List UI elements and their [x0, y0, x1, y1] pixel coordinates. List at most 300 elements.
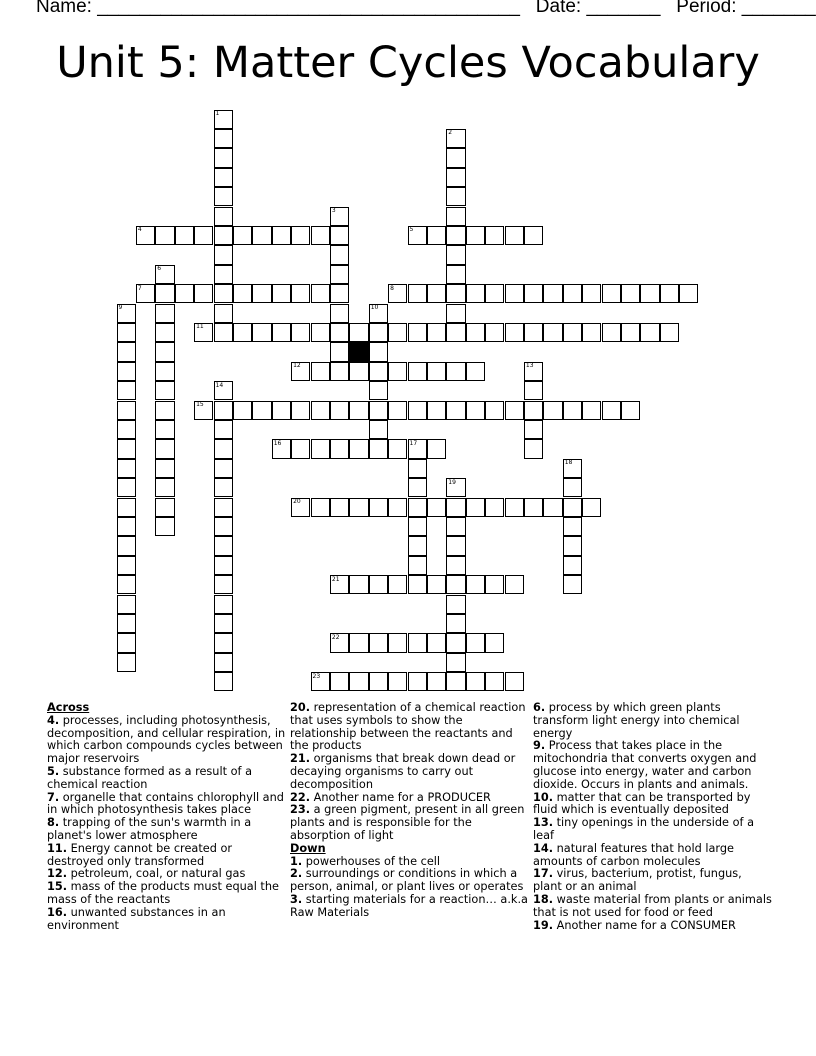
grid-cell[interactable]: [155, 323, 174, 342]
grid-cell[interactable]: [369, 362, 388, 381]
clue-number: 19: [448, 478, 456, 486]
grid-cell[interactable]: [388, 672, 407, 691]
grid-cell[interactable]: [427, 284, 446, 303]
grid-cell[interactable]: [505, 284, 524, 303]
grid-cell[interactable]: [214, 168, 233, 187]
grid-cell[interactable]: [466, 672, 485, 691]
clue-number: 1: [215, 110, 220, 117]
grid-cell[interactable]: [330, 672, 349, 691]
clue-number-label: 8.: [47, 816, 60, 830]
grid-cell[interactable]: [175, 226, 194, 245]
grid-cell[interactable]: [388, 575, 407, 594]
grid-cell[interactable]: [155, 478, 174, 497]
grid-cell[interactable]: [446, 633, 465, 652]
grid-cell[interactable]: [155, 498, 174, 517]
grid-cell[interactable]: [155, 381, 174, 400]
grid-cell[interactable]: [524, 439, 543, 458]
grid-cell[interactable]: [466, 575, 485, 594]
clue-number: 3: [331, 207, 336, 214]
clue-across: [290, 702, 530, 753]
grid-cell[interactable]: [214, 148, 233, 167]
grid-cell[interactable]: [505, 498, 524, 517]
date-label: Date:: [535, 0, 582, 17]
grid-cell[interactable]: [117, 459, 136, 478]
clues-column-1: [47, 702, 287, 932]
grid-cell[interactable]: [194, 284, 213, 303]
grid-cell[interactable]: [311, 498, 330, 517]
grid-cell[interactable]: [252, 226, 271, 245]
grid-cell[interactable]: [349, 575, 368, 594]
clue-number: 16: [273, 439, 282, 447]
clue-number: 7: [137, 284, 142, 292]
clue-number: 18: [564, 459, 573, 467]
grid-cell[interactable]: [155, 362, 174, 381]
grid-cell[interactable]: [330, 304, 349, 323]
grid-cell[interactable]: [214, 614, 233, 633]
grid-cell[interactable]: [524, 381, 543, 400]
grid-cell[interactable]: [214, 265, 233, 284]
grid-cell[interactable]: [408, 633, 427, 652]
grid-cell[interactable]: [117, 323, 136, 342]
clue-number-label: 6.: [533, 701, 546, 714]
grid-cell[interactable]: [214, 459, 233, 478]
grid-cell[interactable]: [330, 245, 349, 264]
grid-cell[interactable]: [388, 498, 407, 517]
clue-down: [533, 792, 773, 818]
grid-cell[interactable]: [349, 672, 368, 691]
grid-cell[interactable]: [214, 633, 233, 652]
grid-cell[interactable]: [214, 226, 233, 245]
grid-cell[interactable]: [117, 498, 136, 517]
clue-across: [47, 907, 287, 933]
grid-cell[interactable]: [117, 517, 136, 536]
clue-number: 10: [370, 304, 379, 311]
clue-text: Energy cannot be created or destroyed only transformed: [47, 841, 233, 868]
clues-column-2: [290, 702, 530, 920]
grid-cell[interactable]: [233, 226, 252, 245]
grid-cell[interactable]: [330, 362, 349, 381]
clue-number-label: 2.: [290, 867, 303, 881]
grid-cell[interactable]: [214, 401, 233, 420]
grid-cell[interactable]: [349, 439, 368, 458]
clue-number-label: 23.: [290, 803, 311, 817]
grid-cell[interactable]: [446, 362, 465, 381]
clue-text: a green pigment, present in all green plants and is responsible for the absorption of light: [290, 803, 525, 842]
grid-cell[interactable]: [233, 323, 252, 342]
grid-cell[interactable]: [349, 401, 368, 420]
grid-cell[interactable]: [408, 362, 427, 381]
grid-cell[interactable]: [214, 536, 233, 555]
grid-cell[interactable]: [446, 265, 465, 284]
grid-cell[interactable]: [446, 517, 465, 536]
grid-cell[interactable]: [214, 556, 233, 575]
grid-cell[interactable]: [272, 323, 291, 342]
clue-text: representation of a chemical reaction that uses symbols to show the relationship between the reactants and the products: [290, 701, 526, 753]
grid-cell[interactable]: [466, 284, 485, 303]
clue-text: organisms that break down dead or decaying organisms to carry out decomposition: [290, 752, 516, 791]
grid-cell[interactable]: [330, 342, 349, 361]
clue-down: [533, 740, 773, 791]
grid-cell[interactable]: [563, 323, 582, 342]
grid-cell[interactable]: [117, 381, 136, 400]
grid-cell[interactable]: [291, 284, 310, 303]
grid-cell[interactable]: [214, 575, 233, 594]
grid-cell[interactable]: [427, 362, 446, 381]
grid-cell[interactable]: [582, 323, 601, 342]
grid-cell[interactable]: [330, 265, 349, 284]
grid-cell[interactable]: [621, 323, 640, 342]
grid-cell[interactable]: [388, 401, 407, 420]
clue-text: unwanted substances in an environment: [47, 905, 226, 932]
grid-cell[interactable]: [602, 284, 621, 303]
grid-cell[interactable]: [582, 284, 601, 303]
grid-cell[interactable]: [117, 595, 136, 614]
period-label: Period:: [676, 0, 737, 17]
grid-cell[interactable]: [252, 401, 271, 420]
grid-cell[interactable]: [446, 284, 465, 303]
grid-cell[interactable]: [214, 672, 233, 691]
grid-cell[interactable]: [155, 517, 174, 536]
grid-cell[interactable]: [563, 478, 582, 497]
grid-cell[interactable]: [524, 401, 543, 420]
grid-cell[interactable]: [408, 459, 427, 478]
clue-text: processes, including photosynthesis, decomposition, and cellular respiration, in which carbon compounds cycles between major reservoirs: [47, 713, 286, 766]
grid-cell[interactable]: [505, 323, 524, 342]
grid-cell[interactable]: [214, 245, 233, 264]
grid-cell[interactable]: [117, 439, 136, 458]
grid-cell[interactable]: [582, 498, 601, 517]
grid-cell[interactable]: [543, 284, 562, 303]
grid-cell[interactable]: [117, 362, 136, 381]
clue-number-label: 20.: [290, 701, 311, 714]
clue-text: starting materials for a reaction… a.k.a Raw Materials: [290, 892, 528, 919]
grid-cell[interactable]: [155, 304, 174, 323]
grid-cell[interactable]: [408, 498, 427, 517]
grid-cell[interactable]: [155, 420, 174, 439]
grid-cell[interactable]: [485, 401, 504, 420]
grid-cell[interactable]: [621, 284, 640, 303]
clue-across: [47, 881, 287, 907]
grid-cell[interactable]: [563, 536, 582, 555]
clue-across: [47, 766, 287, 792]
grid-cell[interactable]: [543, 323, 562, 342]
clue-number: 8: [390, 284, 394, 292]
clue-number-label: 11.: [47, 841, 68, 855]
clue-number-label: 21.: [290, 752, 311, 766]
grid-cell[interactable]: [214, 323, 233, 342]
grid-cell[interactable]: [369, 401, 388, 420]
clue-down: [533, 920, 773, 933]
grid-cell[interactable]: [485, 672, 504, 691]
grid-cell[interactable]: [446, 653, 465, 672]
clue-number-label: 7.: [47, 790, 60, 804]
grid-cell[interactable]: [466, 362, 485, 381]
grid-cell[interactable]: [427, 323, 446, 342]
grid-cell[interactable]: [311, 284, 330, 303]
clue-number-label: 3.: [290, 892, 303, 906]
grid-cell[interactable]: [194, 226, 213, 245]
grid-cell[interactable]: [291, 323, 310, 342]
grid-cell[interactable]: [117, 342, 136, 361]
grid-cell[interactable]: [349, 498, 368, 517]
grid-cell[interactable]: [349, 323, 368, 342]
grid-cell[interactable]: [117, 420, 136, 439]
clue-number-label: 19.: [533, 918, 554, 932]
grid-cell[interactable]: [117, 478, 136, 497]
grid-cell[interactable]: [117, 536, 136, 555]
grid-cell[interactable]: [485, 633, 504, 652]
name-label: Name:: [36, 0, 92, 17]
clue-number-label: 9.: [533, 739, 546, 753]
clue-text: matter that can be transported by fluid which is eventually deposited: [533, 790, 751, 817]
grid-cell[interactable]: [446, 575, 465, 594]
clue-number-label: 16.: [47, 905, 68, 919]
grid-cell[interactable]: [408, 284, 427, 303]
grid-cell[interactable]: [427, 226, 446, 245]
grid-cell[interactable]: [446, 168, 465, 187]
grid-cell[interactable]: [233, 284, 252, 303]
grid-cell[interactable]: [408, 575, 427, 594]
grid-cell[interactable]: [446, 207, 465, 226]
grid-cell[interactable]: [582, 401, 601, 420]
grid-cell[interactable]: [272, 226, 291, 245]
grid-cell[interactable]: [330, 323, 349, 342]
grid-cell[interactable]: [563, 517, 582, 536]
grid-cell[interactable]: [446, 245, 465, 264]
grid-cell[interactable]: [233, 401, 252, 420]
grid-cell[interactable]: [291, 439, 310, 458]
grid-cell[interactable]: [427, 633, 446, 652]
grid-cell[interactable]: [349, 633, 368, 652]
grid-cell[interactable]: [679, 284, 698, 303]
grid-cell[interactable]: [330, 439, 349, 458]
grid-cell[interactable]: [466, 226, 485, 245]
grid-cell[interactable]: [388, 439, 407, 458]
grid-cell[interactable]: [505, 672, 524, 691]
grid-cell[interactable]: [272, 284, 291, 303]
grid-cell[interactable]: [602, 323, 621, 342]
clue-number: 21: [331, 575, 340, 583]
grid-cell[interactable]: [117, 653, 136, 672]
grid-cell[interactable]: [446, 304, 465, 323]
period-blank[interactable]: _______: [741, 0, 816, 17]
grid-cell[interactable]: [330, 401, 349, 420]
grid-cell[interactable]: [563, 401, 582, 420]
grid-cell[interactable]: [311, 439, 330, 458]
clue-down: [533, 868, 773, 894]
grid-cell[interactable]: [369, 672, 388, 691]
grid-cell[interactable]: [252, 323, 271, 342]
clue-number-label: 5.: [47, 764, 60, 778]
grid-cell[interactable]: [408, 556, 427, 575]
grid-cell[interactable]: [446, 536, 465, 555]
grid-cell[interactable]: [388, 362, 407, 381]
grid-cell[interactable]: [408, 536, 427, 555]
grid-cell[interactable]: [408, 517, 427, 536]
clue-text: Another name for a CONSUMER: [553, 918, 736, 932]
grid-cell[interactable]: [446, 187, 465, 206]
grid-cell[interactable]: [621, 401, 640, 420]
grid-cell[interactable]: [214, 498, 233, 517]
grid-cell[interactable]: [117, 575, 136, 594]
grid-cell[interactable]: [563, 284, 582, 303]
grid-cell[interactable]: [369, 342, 388, 361]
clue-number-label: 13.: [533, 816, 554, 830]
clue-text: natural features that hold large amounts of carbon molecules: [533, 841, 734, 868]
grid-cell[interactable]: [485, 323, 504, 342]
grid-cell[interactable]: [524, 226, 543, 245]
clue-text: petroleum, coal, or natural gas: [67, 867, 246, 881]
grid-cell[interactable]: [427, 672, 446, 691]
grid-cell[interactable]: [369, 381, 388, 400]
clue-down: [533, 702, 773, 740]
grid-cell[interactable]: [446, 614, 465, 633]
grid-cell[interactable]: [427, 401, 446, 420]
clue-text: mass of the products must equal the mass of the reactants: [47, 880, 279, 906]
grid-cell[interactable]: [369, 439, 388, 458]
grid-cell[interactable]: [446, 148, 465, 167]
clue-text: tiny openings in the underside of a leaf: [533, 816, 754, 842]
across-heading: Across: [47, 701, 90, 714]
date-blank[interactable]: _______: [586, 0, 661, 17]
grid-cell[interactable]: [408, 323, 427, 342]
grid-cell[interactable]: [602, 401, 621, 420]
grid-cell[interactable]: [311, 362, 330, 381]
grid-cell[interactable]: [563, 498, 582, 517]
grid-cell[interactable]: [214, 439, 233, 458]
grid-cell[interactable]: [214, 653, 233, 672]
clue-text: process by which green plants transform light energy into chemical energy: [533, 701, 740, 740]
clue-text: trapping of the sun's warmth in a planet's lower atmosphere: [47, 816, 252, 842]
grid-cell[interactable]: [466, 633, 485, 652]
grid-cell[interactable]: [485, 226, 504, 245]
grid-cell[interactable]: [446, 401, 465, 420]
grid-cell[interactable]: [640, 323, 659, 342]
grid-cell[interactable]: [427, 498, 446, 517]
grid-cell[interactable]: [214, 304, 233, 323]
grid-cell[interactable]: [214, 284, 233, 303]
grid-cell[interactable]: [427, 575, 446, 594]
grid-cell[interactable]: [563, 556, 582, 575]
grid-cell[interactable]: [524, 498, 543, 517]
grid-cell[interactable]: [117, 633, 136, 652]
grid-cell[interactable]: [660, 323, 679, 342]
clue-down: [533, 817, 773, 843]
grid-cell[interactable]: [155, 439, 174, 458]
clue-across: [47, 792, 287, 818]
grid-cell[interactable]: [214, 129, 233, 148]
grid-cell[interactable]: [330, 498, 349, 517]
grid-cell[interactable]: [505, 401, 524, 420]
grid-cell[interactable]: [524, 323, 543, 342]
grid-cell[interactable]: [311, 323, 330, 342]
grid-cell[interactable]: [311, 226, 330, 245]
grid-cell[interactable]: [369, 323, 388, 342]
grid-cell[interactable]: [466, 498, 485, 517]
grid-cell[interactable]: [427, 439, 446, 458]
grid-cell[interactable]: [446, 556, 465, 575]
clue-text: substance formed as a result of a chemical reaction: [47, 764, 253, 791]
grid-cell[interactable]: [446, 672, 465, 691]
grid-cell[interactable]: [155, 284, 174, 303]
grid-cell[interactable]: [505, 575, 524, 594]
grid-cell[interactable]: [117, 556, 136, 575]
grid-cell[interactable]: [117, 614, 136, 633]
grid-cell[interactable]: [155, 401, 174, 420]
grid-cell[interactable]: [466, 323, 485, 342]
grid-cell[interactable]: [446, 498, 465, 517]
clue-number: 14: [215, 381, 224, 389]
grid-cell[interactable]: [117, 401, 136, 420]
grid-cell[interactable]: [214, 420, 233, 439]
grid-cell[interactable]: [408, 478, 427, 497]
grid-cell[interactable]: [388, 633, 407, 652]
grid-cell[interactable]: [640, 284, 659, 303]
grid-cell[interactable]: [155, 226, 174, 245]
grid-cell[interactable]: [272, 401, 291, 420]
grid-cell[interactable]: [446, 595, 465, 614]
grid-cell[interactable]: [446, 226, 465, 245]
clue-number-label: 4.: [47, 713, 60, 727]
clue-text: organelle that contains chlorophyll and in which photosynthesis takes place: [47, 790, 284, 817]
grid-cell[interactable]: [660, 284, 679, 303]
grid-cell[interactable]: [485, 498, 504, 517]
grid-cell[interactable]: [330, 284, 349, 303]
grid-cell[interactable]: [369, 498, 388, 517]
grid-cell[interactable]: [466, 401, 485, 420]
clue-number-label: 14.: [533, 841, 554, 855]
clue-text: surroundings or conditions in which a person, animal, or plant lives or operates: [290, 867, 524, 894]
grid-cell[interactable]: [408, 401, 427, 420]
grid-cell[interactable]: [349, 362, 368, 381]
grid-cell[interactable]: [214, 207, 233, 226]
grid-cell[interactable]: [388, 323, 407, 342]
grid-cell[interactable]: [543, 401, 562, 420]
grid-cell[interactable]: [543, 498, 562, 517]
name-blank[interactable]: ________________________________________: [97, 0, 520, 17]
grid-cell[interactable]: [369, 420, 388, 439]
grid-cell[interactable]: [291, 226, 310, 245]
grid-cell[interactable]: [214, 478, 233, 497]
grid-cell[interactable]: [446, 323, 465, 342]
grid-cell[interactable]: [485, 284, 504, 303]
grid-cell[interactable]: [369, 575, 388, 594]
clue-number: 17: [409, 439, 418, 447]
grid-cell[interactable]: [524, 284, 543, 303]
grid-cell[interactable]: [505, 226, 524, 245]
grid-cell[interactable]: [155, 342, 174, 361]
grid-cell[interactable]: [252, 284, 271, 303]
grid-cell[interactable]: [408, 672, 427, 691]
grid-cell[interactable]: [214, 517, 233, 536]
grid-cell[interactable]: [485, 575, 504, 594]
clue-number: 11: [196, 323, 204, 331]
grid-cell[interactable]: [291, 401, 310, 420]
grid-cell[interactable]: [214, 595, 233, 614]
grid-cell[interactable]: [155, 459, 174, 478]
grid-cell[interactable]: [214, 187, 233, 206]
clue-number: 15: [196, 401, 204, 408]
clue-text: Process that takes place in the mitochondria that converts oxygen and glucose into energy, water and carbon dioxide. Occurs in plants and animals.: [533, 739, 757, 791]
clue-down: [290, 868, 530, 894]
clue-across: [290, 753, 530, 791]
grid-cell[interactable]: [330, 226, 349, 245]
grid-cell[interactable]: [369, 633, 388, 652]
grid-cell[interactable]: [175, 284, 194, 303]
grid-cell[interactable]: [524, 420, 543, 439]
grid-cell[interactable]: [311, 401, 330, 420]
grid-cell[interactable]: [563, 575, 582, 594]
